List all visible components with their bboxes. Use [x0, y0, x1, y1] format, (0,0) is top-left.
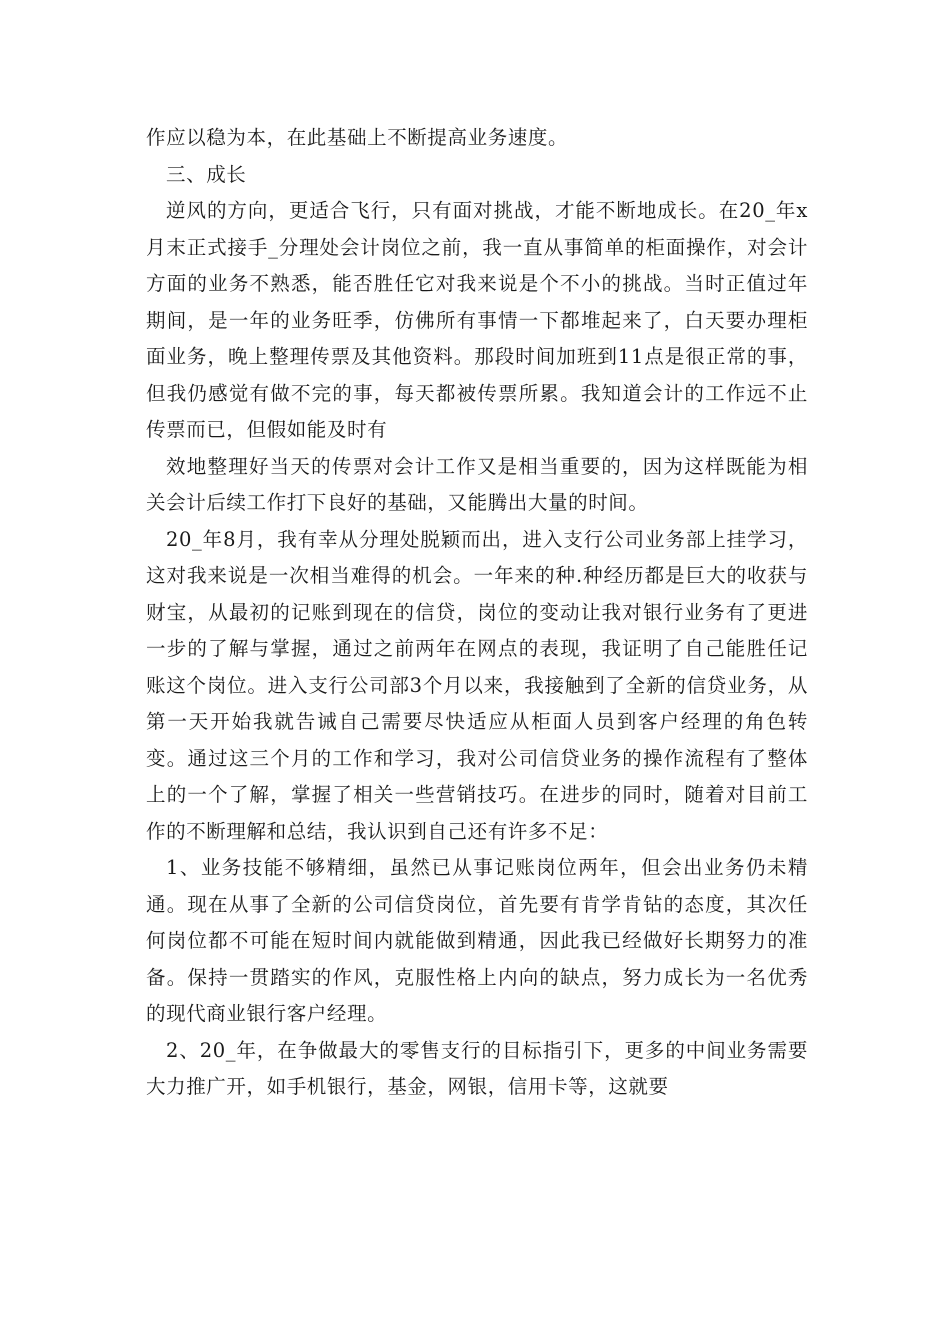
section-heading: 三、成长 [166, 162, 247, 186]
paragraph: 20_年8月，我有幸从分理处脱颖而出，进入支行公司业务部上挂学习，这对我来说是一次相当难得的机会。一年来的种.种经历都是巨大的收获与财宝，从最初的记账到现在的信贷，岗位的变动让我对银行业务有了更进一步的了解与掌握，通过之前两年在网点的表现，我证明了自己能胜任记账这个岗位。进入支行公司部3个月以来，我接触到了全新的信贷业务，从第一天开始我就告诫自己需要尽快适应从柜面人员到客户经理的角色转变。通过这三个月的工作和学习，我对公司信贷业务的操作流程有了整体上的一个了解，掌握了相关一些营销技巧。在进步的同时，随着对目前工作的不断理解和总结，我认识到自己还有许多不足： [146, 527, 808, 843]
document-page [146, 120, 808, 1106]
paragraph: 效地整理好当天的传票对会计工作又是相当重要的，因为这样既能为相关会计后续工作打下良好的基础，又能腾出大量的时间。 [146, 454, 808, 514]
paragraph: 逆风的方向，更适合飞行，只有面对挑战，才能不断地成长。在20_年x月末正式接手_分理处会计岗位之前，我一直从事简单的柜面操作，对会计方面的业务不熟悉，能否胜任它对我来说是个不小的挑战。当时正值过年期间，是一年的业务旺季，仿佛所有事情一下都堆起来了，白天要办理柜面业务，晚上整理传票及其他资料。那段时间加班到11点是很正常的事，但我仍感觉有做不完的事，每天都被传票所累。我知道会计的工作远不止传票而已，但假如能及时有 [146, 199, 808, 441]
paragraph-continuation: 作应以稳为本，在此基础上不断提高业务速度。 [146, 126, 569, 149]
list-item-paragraph: 2、20_年，在争做最大的零售支行的目标指引下，更多的中间业务需要大力推广开，如手机银行，基金，网银，信用卡等，这就要 [146, 1038, 808, 1098]
list-item-paragraph: 1、业务技能不够精细，虽然已从事记账岗位两年，但会出业务仍未精通。现在从事了全新的公司信贷岗位，首先要有肯学肯钻的态度，其次任何岗位都不可能在短时间内就能做到精通，因此我已经做好长期努力的准备。保持一贯踏实的作风，克服性格上内向的缺点，努力成长为一名优秀的现代商业银行客户经理。 [146, 856, 808, 1025]
